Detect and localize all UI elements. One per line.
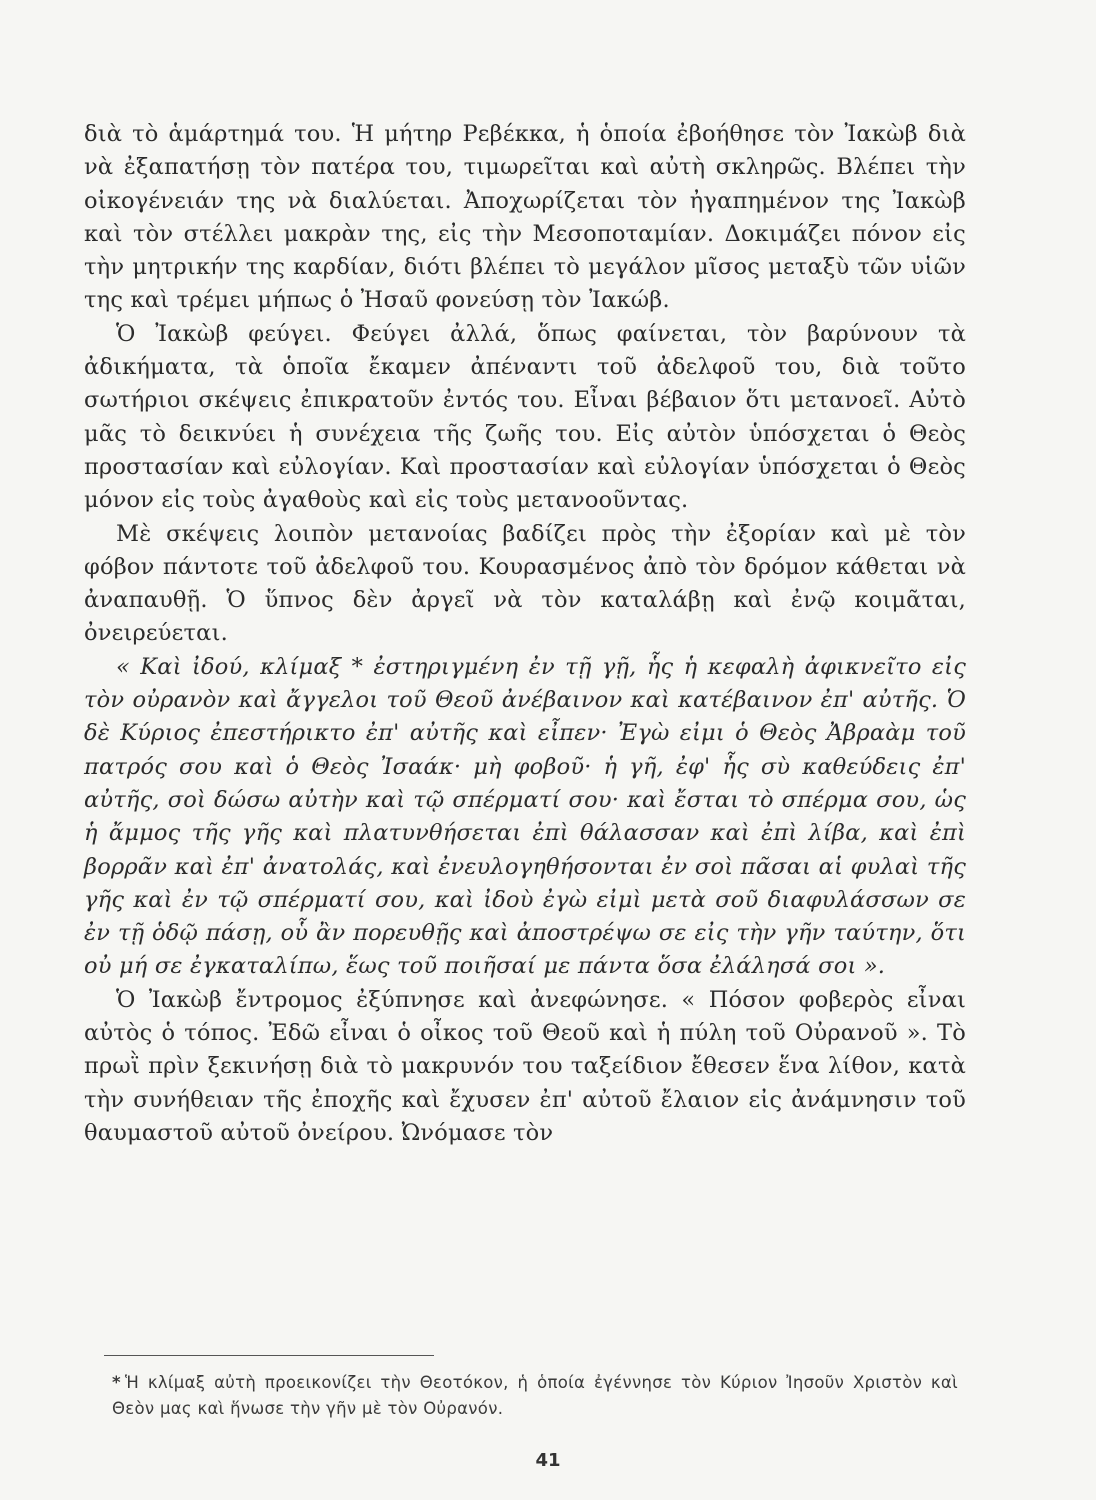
paragraph-awakening: Ὁ Ἰακὼβ ἔντρομος ἐξύπνησε καὶ ἀνεφώνησε. « Πόσον φοβερὸς εἶναι αὐτὸς ὁ τόπος. Ἐδῶ εἶναι ὁ οἶκος τοῦ Θεοῦ καὶ ἡ πύλη τοῦ Οὐρανοῦ ». Τὸ πρωῒ πρὶν ξεκινήσῃ διὰ τὸ μακρυνόν του ταξείδιον ἔθεσεν ἕνα λίθον, κατὰ τὴν συνήθειαν τῆς ἐποχῆς καὶ ἔχυσεν ἐπ' αὐτοῦ ἔλαιον εἰς ἀνάμνησιν τοῦ θαυμαστοῦ αὐτοῦ ὀνείρου. Ὠνόμασε τὸν [84,986,966,1146]
paragraph-ladder-quote: « Καὶ ἰδού, κλίμαξ * ἐστηριγμένη ἐν τῇ γῇ, ἧς ἡ κεφαλὴ ἀφικνεῖτο εἰς τὸν οὐρανὸν καὶ ἄγγελοι τοῦ Θεοῦ ἀνέβαινον καὶ κατέβαινον ἐπ' αὐτῆς. Ὁ δὲ Κύριος ἐπεστήρικτο ἐπ' αὐτῆς καὶ εἶπεν· Ἐγὼ εἰμι ὁ Θεὸς Ἀβραὰμ τοῦ πατρός σου καὶ ὁ Θεὸς Ἰσαάκ· μὴ φοβοῦ· ἡ γῆ, ἐφ' ἧς σὺ καθεύδεις ἐπ' αὐτῆς, σοὶ δώσω αὐτὴν καὶ τῷ σπέρματί σου· καὶ ἔσται τὸ σπέρμα σου, ὡς ἡ ἄμμος τῆς γῆς καὶ πλατυνθήσεται ἐπὶ θάλασσαν καὶ ἐπὶ λίβα, καὶ ἐπὶ βορρᾶν καὶ ἐπ' ἀνατολάς, καὶ ἐνευλογηθήσονται ἐν σοὶ πᾶσαι αἱ φυλαὶ τῆς γῆς καὶ ἐν τῷ σπέρματί σου, καὶ ἰδοὺ ἐγὼ εἰμὶ μετὰ σοῦ διαφυλάσσων σε ἐν τῇ ὁδῷ πάσῃ, οὗ ἂν πορευθῇς καὶ ἀποστρέψω σε εἰς τὴν γῆν ταύτην, ὅτι οὐ μή σε ἐγκαταλίπω, ἕως τοῦ ποιῆσαί με πάντα ὅσα ἐλάλησά σοι ». [84,653,966,980]
footnote-marker: * [112,1373,121,1392]
paragraph-jacob-flees: Ὁ Ἰακὼβ φεύγει. Φεύγει ἀλλά, ὅπως φαίνεται, τὸν βαρύνουν τὰ ἀδικήματα, τὰ ὁποῖα ἔκαμεν ἀπέναντι τοῦ ἀδελφοῦ του, διὰ τοῦτο σωτήριοι σκέψεις ἐπικρατοῦν ἐντός του. Εἶναι βέβαιον ὅτι μετανοεῖ. Αὐτὸ μᾶς τὸ δεικνύει ἡ συνέχεια τῆς ζωῆς του. Εἰς αὐτὸν ὑπόσχεται ὁ Θεὸς προστασίαν καὶ εὐλογίαν. Καὶ προστασίαν καὶ εὐλογίαν ὑπόσχεται ὁ Θεὸς μόνον εἰς τοὺς ἀγαθοὺς καὶ εἰς τοὺς μετανοοῦντας. [84,320,966,514]
footnote [112,1370,958,1422]
paragraph-continuation: διὰ τὸ ἁμάρτημά του. Ἡ μήτηρ Ρεβέκκα, ἡ ὁποία ἐβοήθησε τὸν Ἰακὼβ διὰ νὰ ἐξαπατήσῃ τὸν πατέρα του, τιμωρεῖται καὶ αὐτὴ σκληρῶς. Βλέπει τὴν οἰκογένειάν της νὰ διαλύεται. Ἀποχωρίζεται τὸν ἠγαπημένον της Ἰακὼβ καὶ τὸν στέλλει μακρὰν της, εἰς τὴν Μεσοποταμίαν. Δοκιμάζει πόνον εἰς τὴν μητρικήν της καρδίαν, διότι βλέπει τὸ μεγάλον μῖσος μεταξὺ τῶν υἱῶν της καὶ τρέμει μήπως ὁ Ἠσαῦ φονεύσῃ τὸν Ἰακώβ. [84,121,966,314]
footnote-text: Ἡ κλίμαξ αὐτὴ προεικονίζει τὴν Θεοτόκον, ἡ ὁποία ἐγέννησε τὸν Κύριον Ἰησοῦν Χριστὸν καὶ Θεὸν μας καὶ ἥνωσε τὴν γῆν μὲ τὸν Οὐρανόν. [112,1373,958,1418]
paragraph-repentance: Μὲ σκέψεις λοιπὸν μετανοίας βαδίζει πρὸς τὴν ἐξορίαν καὶ μὲ τὸν φόβον πάντοτε τοῦ ἀδελφοῦ του. Κουρασμένος ἀπὸ τὸν δρόμον κάθεται νὰ ἀναπαυθῇ. Ὁ ὕπνος δὲν ἀργεῖ νὰ τὸν καταλάβῃ καὶ ἐνῷ κοιμᾶται, ὀνειρεύεται. [84,520,966,647]
page-number: 41 [535,1450,561,1471]
main-text [84,118,966,1150]
footnote-divider [104,1355,434,1356]
